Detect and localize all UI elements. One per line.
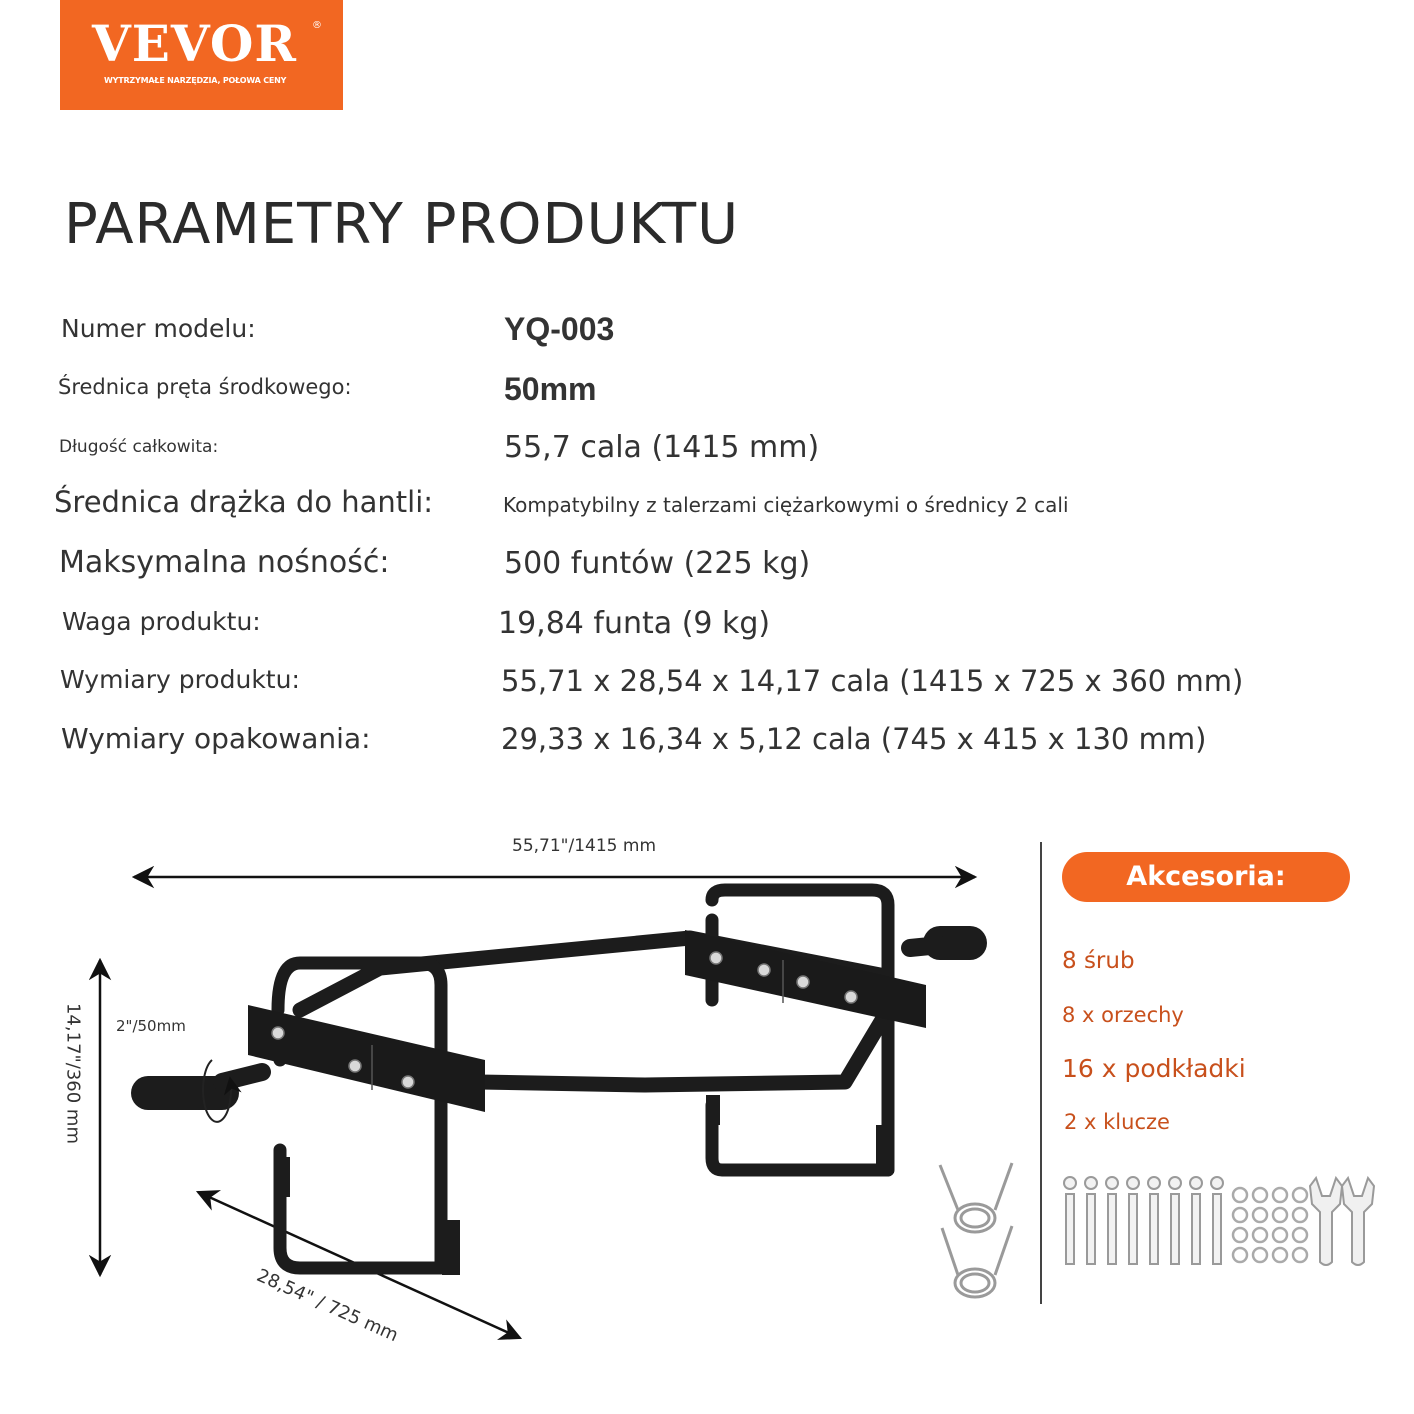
diameter-label: 2"/50mm (116, 1017, 186, 1035)
logo-registered-mark: ® (312, 20, 322, 31)
spec-value-center-bar-diameter: 50mm (504, 371, 597, 407)
spec-value-weight: 19,84 funta (9 kg) (498, 606, 771, 641)
spec-label-max-load: Maksymalna nośność: (59, 545, 390, 580)
wrenches-icon (1310, 1178, 1374, 1265)
logo-brand: VEVOR (92, 14, 297, 73)
spec-label-weight: Waga produktu: (62, 607, 261, 636)
spec-label-sleeve-diameter: Średnica drążka do hantli: (54, 485, 434, 519)
spec-value-max-load: 500 funtów (225 kg) (504, 546, 811, 581)
accessories-heading: Akcesoria: (1062, 852, 1350, 902)
length-label: 55,71"/1415 mm (512, 836, 657, 856)
spring-clips-icon (940, 1163, 1012, 1297)
spec-label-product-dimensions: Wymiary produktu: (60, 665, 300, 694)
spec-value-product-dimensions: 55,71 x 28,54 x 14,17 cala (1415 x 725 x 360 mm) (501, 664, 1244, 698)
spec-label-model: Numer modelu: (61, 314, 256, 343)
spec-label-center-bar-diameter: Średnica pręta środkowego: (58, 375, 352, 399)
page-title: PARAMETRY PRODUKTU (64, 192, 740, 257)
bolts-icon (1064, 1177, 1223, 1264)
accessory-washers: 16 x podkładki (1062, 1054, 1246, 1083)
trap-bar (148, 890, 970, 1275)
accessories-divider (1040, 842, 1042, 1304)
washers-icon (1233, 1188, 1307, 1262)
spec-value-total-length: 55,7 cala (1415 mm) (504, 430, 820, 465)
spec-label-total-length: Długość całkowita: (59, 437, 219, 457)
accessory-wrenches: 2 x klucze (1064, 1110, 1170, 1134)
spec-label-package-dimensions: Wymiary opakowania: (61, 722, 371, 755)
accessory-nuts: 8 x orzechy (1062, 1003, 1184, 1027)
height-label: 14,17"/360 mm (62, 1002, 84, 1145)
spec-value-model: YQ-003 (504, 311, 615, 347)
accessory-bolts: 8 śrub (1062, 948, 1135, 974)
spec-value-sleeve-diameter: Kompatybilny z talerzami ciężarkowymi o średnicy 2 cali (503, 493, 1069, 517)
width-label: 28,54" / 725 mm (253, 1265, 402, 1347)
logo-tagline: WYTRZYMAŁE NARZĘDZIA, POŁOWA CENY (104, 76, 287, 85)
spec-value-package-dimensions: 29,33 x 16,34 x 5,12 cala (745 x 415 x 130 mm) (501, 722, 1207, 756)
